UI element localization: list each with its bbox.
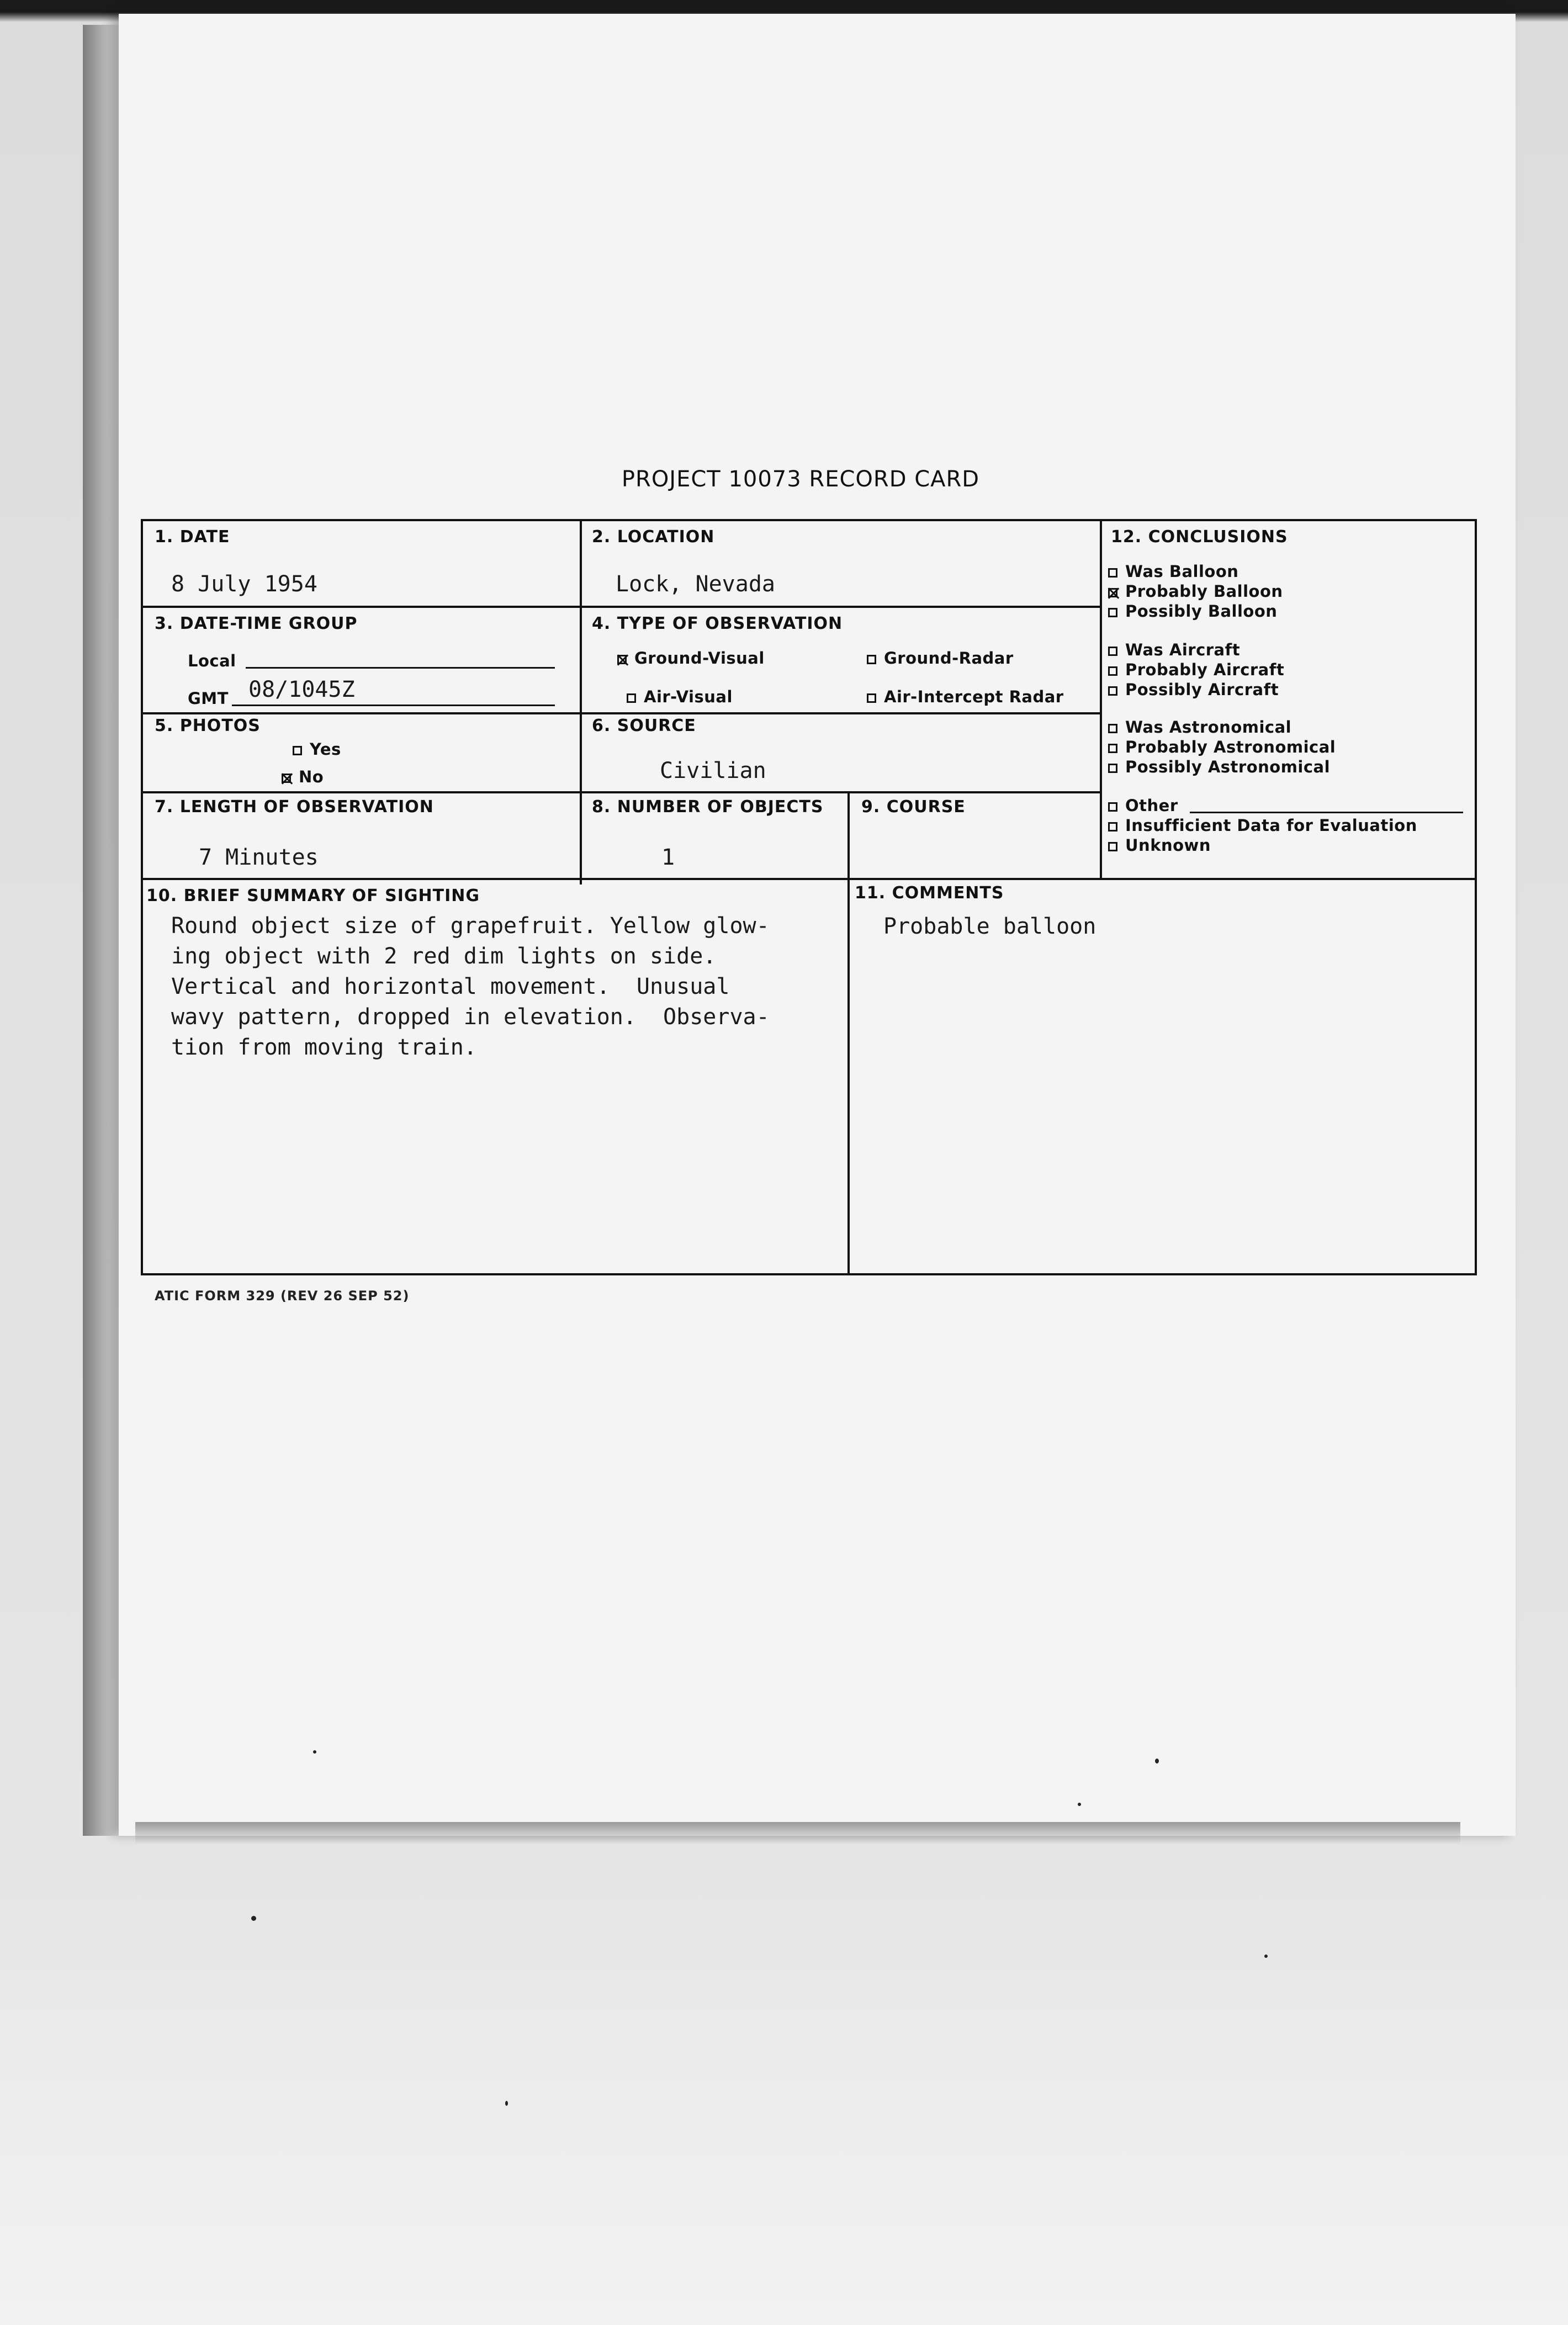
scan-speck	[251, 1916, 256, 1921]
summary-label: 10. BRIEF SUMMARY OF SIGHTING	[146, 886, 480, 905]
checkbox-icon	[1108, 666, 1117, 676]
divider-row1	[141, 606, 1100, 608]
conclusion-probably-balloon: Probably Balloon	[1108, 582, 1283, 601]
conclusion-was-aircraft: Was Aircraft	[1108, 640, 1240, 659]
conclusion-insufficient-data: Insufficient Data for Evaluation	[1108, 816, 1417, 835]
date-value: 8 July 1954	[171, 571, 317, 597]
checkbox-icon	[1108, 842, 1117, 851]
conclusion-was-balloon: Was Balloon	[1108, 562, 1238, 581]
checkbox-checked-icon	[282, 774, 291, 783]
checkbox-icon	[627, 693, 636, 703]
checkbox-icon	[1108, 744, 1117, 753]
comments-value: Probable balloon	[883, 914, 1096, 939]
page-edge-shadow	[83, 25, 121, 1836]
scan-speck	[1078, 1803, 1081, 1806]
divider-row2	[141, 712, 1100, 714]
divider-col-course	[847, 793, 850, 1275]
gmt-value: 08/1045Z	[248, 677, 355, 702]
observation-option-ground-radar: Ground-Radar	[867, 649, 1014, 668]
photos-option-yes: Yes	[293, 740, 341, 759]
checkbox-icon	[293, 746, 302, 755]
location-label: 2. LOCATION	[592, 527, 715, 547]
divider-row4	[141, 878, 1477, 880]
conclusions-label: 12. CONCLUSIONS	[1111, 527, 1288, 547]
photos-option-no: No	[282, 767, 324, 786]
date-time-group-label: 3. DATE-TIME GROUP	[155, 614, 358, 633]
sheet-bottom-shadow	[135, 1822, 1460, 1844]
location-value: Lock, Nevada	[616, 571, 775, 597]
summary-line: ing object with 2 red dim lights on side.	[171, 944, 717, 969]
gmt-underline	[232, 705, 555, 706]
course-label: 9. COURSE	[861, 797, 966, 817]
divider-col1	[580, 520, 582, 885]
summary-text	[171, 911, 770, 1063]
photos-label: 5. PHOTOS	[155, 716, 261, 735]
observation-option-air-intercept-radar: Air-Intercept Radar	[867, 687, 1064, 706]
other-underline	[1190, 812, 1463, 813]
source-value: Civilian	[660, 758, 766, 783]
summary-line: Vertical and horizontal movement. Unusual	[171, 974, 730, 999]
checkbox-icon	[1108, 686, 1117, 696]
length-of-observation-label: 7. LENGTH OF OBSERVATION	[155, 797, 434, 817]
type-of-observation-label: 4. TYPE OF OBSERVATION	[592, 614, 843, 633]
checkbox-icon	[1108, 647, 1117, 656]
conclusion-unknown: Unknown	[1108, 836, 1211, 855]
checkbox-icon	[1108, 608, 1117, 617]
local-underline	[246, 667, 555, 669]
number-of-objects-label: 8. NUMBER OF OBJECTS	[592, 797, 824, 817]
checkbox-icon	[1108, 802, 1117, 812]
source-label: 6. SOURCE	[592, 716, 696, 735]
gmt-label: GMT	[188, 689, 229, 708]
conclusion-possibly-balloon: Possibly Balloon	[1108, 602, 1277, 621]
scan-speck	[313, 1750, 316, 1754]
checkbox-icon	[1108, 764, 1117, 773]
conclusion-was-astronomical: Was Astronomical	[1108, 718, 1291, 737]
length-of-observation-value: 7 Minutes	[199, 845, 319, 870]
number-of-objects-value: 1	[661, 845, 675, 870]
summary-line: Round object size of grapefruit. Yellow glow-	[171, 913, 770, 939]
scan-speck	[505, 2101, 508, 2106]
scan-speck	[1155, 1759, 1159, 1763]
conclusion-possibly-aircraft: Possibly Aircraft	[1108, 680, 1279, 699]
checkbox-icon	[1108, 568, 1117, 578]
summary-line: wavy pattern, dropped in elevation. Observa-	[171, 1004, 770, 1030]
conclusion-other: Other	[1108, 796, 1178, 815]
divider-col-conclusions	[1100, 520, 1102, 879]
observation-option-air-visual: Air-Visual	[627, 687, 733, 706]
conclusion-probably-astronomical: Probably Astronomical	[1108, 738, 1336, 756]
checkbox-icon	[1108, 724, 1117, 733]
checkbox-checked-icon	[617, 655, 627, 664]
form-number: ATIC FORM 329 (REV 26 SEP 52)	[155, 1288, 410, 1304]
checkbox-icon	[867, 655, 876, 664]
summary-line: tion from moving train.	[171, 1035, 477, 1060]
card-title: PROJECT 10073 RECORD CARD	[621, 467, 980, 492]
conclusion-possibly-astronomical: Possibly Astronomical	[1108, 758, 1330, 776]
checkbox-icon	[1108, 822, 1117, 832]
divider-row3	[141, 791, 1100, 793]
conclusion-probably-aircraft: Probably Aircraft	[1108, 660, 1284, 679]
scan-speck	[1264, 1955, 1268, 1958]
checkbox-icon	[867, 693, 876, 703]
observation-option-ground-visual: Ground-Visual	[617, 649, 765, 668]
local-label: Local	[188, 652, 236, 670]
checkbox-checked-icon	[1108, 588, 1117, 597]
comments-label: 11. COMMENTS	[855, 883, 1004, 903]
date-label: 1. DATE	[155, 527, 230, 547]
